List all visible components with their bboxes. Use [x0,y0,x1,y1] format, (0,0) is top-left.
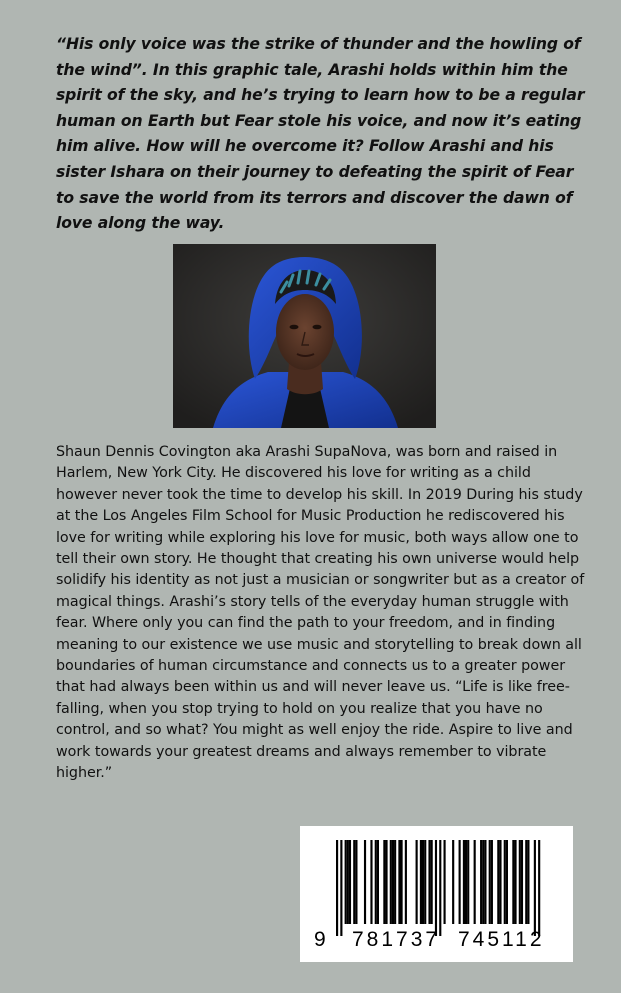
barcode-bar [398,840,400,924]
barcode-bar [377,840,379,924]
barcode-bar [514,840,516,924]
barcode-bar [424,840,426,924]
barcode-bar [385,840,387,924]
barcode-bar [428,840,430,924]
barcode-bar [353,840,355,924]
barcode-bar [345,840,347,924]
barcode-bar [416,840,418,924]
barcode-bar [420,840,422,924]
barcode-bar [452,840,454,924]
barcode-bar [480,840,482,924]
barcode-bar [521,840,523,924]
isbn-first-digit: 9 [314,928,326,951]
barcode-bar [340,840,342,936]
barcode-bar [383,840,385,924]
barcode-bar [489,840,491,924]
book-blurb: “His only voice was the strike of thunder and the howling of the wind”. In this graphic tale, Arashi holds within him the spirit of the sky, and he’s trying to learn how to be a regular human on Earth but Fear stole his voice, and now it’s eating him alive. How will he overcome it? Follow Arashi and his sister Ishara on their journey to defeating the spirit of Fear to save the world from its terrors and discover the dawn of love along the way. [56,35,585,233]
barcode-bar [370,840,372,924]
barcode-bar [435,840,437,936]
barcode-bar [390,840,392,924]
isbn-right-group: 745112 [458,928,545,951]
barcode-bar [519,840,521,924]
author-bio: Shaun Dennis Covington aka Arashi SupaNova, was born and raised in Harlem, New York City. He discovered his love for writing as a child however never took the time to develop his skill. In 2019 During his study at the Los Angeles Film School for Music Production he rediscovered his love for writing while exploring his love for music, both ways allow one to tell their own story. He thought that creating his own universe would help solidify his identity as not just a musician or songwriter but as a creator of magical things. Arashi’s story tells of the everyday human struggle with fear. Where only you can find the path to your freedom, and in finding meaning to our existence we use music and storytelling to break down all boundaries of human circumstance and connects us to a greater power that had always been within us and will never leave us. “Life is like free-falling, when you stop trying to hold on you realize that you have no control, and so what? You might as well enjoy the ride. Aspire to live and work towards your greatest dreams and always remember to vibrate higher.” [56,444,585,782]
barcode-bar [465,840,467,924]
barcode-bar [467,840,469,924]
barcode-bar [538,840,540,936]
barcode-bar [534,840,536,936]
barcode-bar [525,840,527,924]
barcode-bar [504,840,506,924]
barcode-bar [491,840,493,924]
author-photo [173,244,436,428]
barcode-bar [463,840,465,924]
barcode-bar [422,840,424,924]
barcode-bar [364,840,366,924]
isbn-left-group: 781737 [352,928,441,951]
barcode-bar [347,840,349,924]
barcode-bar [401,840,403,924]
barcode-bar [439,840,441,936]
barcode-bar [375,840,377,924]
isbn-barcode [300,826,573,962]
barcode-bar [506,840,508,924]
isbn-number [300,928,573,958]
barcode-bar [394,840,396,924]
barcode-bar [497,840,499,924]
barcode-bar [459,840,461,924]
barcode-bar [355,840,357,924]
barcode-bar [527,840,529,924]
barcode-bar [431,840,433,924]
barcode-bar [444,840,446,924]
barcode-bar [405,840,407,924]
barcode-bar [349,840,351,924]
barcode-bar [392,840,394,924]
barcode-bar [512,840,514,924]
barcode-bar [484,840,486,924]
barcode-bar [474,840,476,924]
barcode-bar [482,840,484,924]
barcode-bar [499,840,501,924]
barcode-bar [336,840,338,936]
